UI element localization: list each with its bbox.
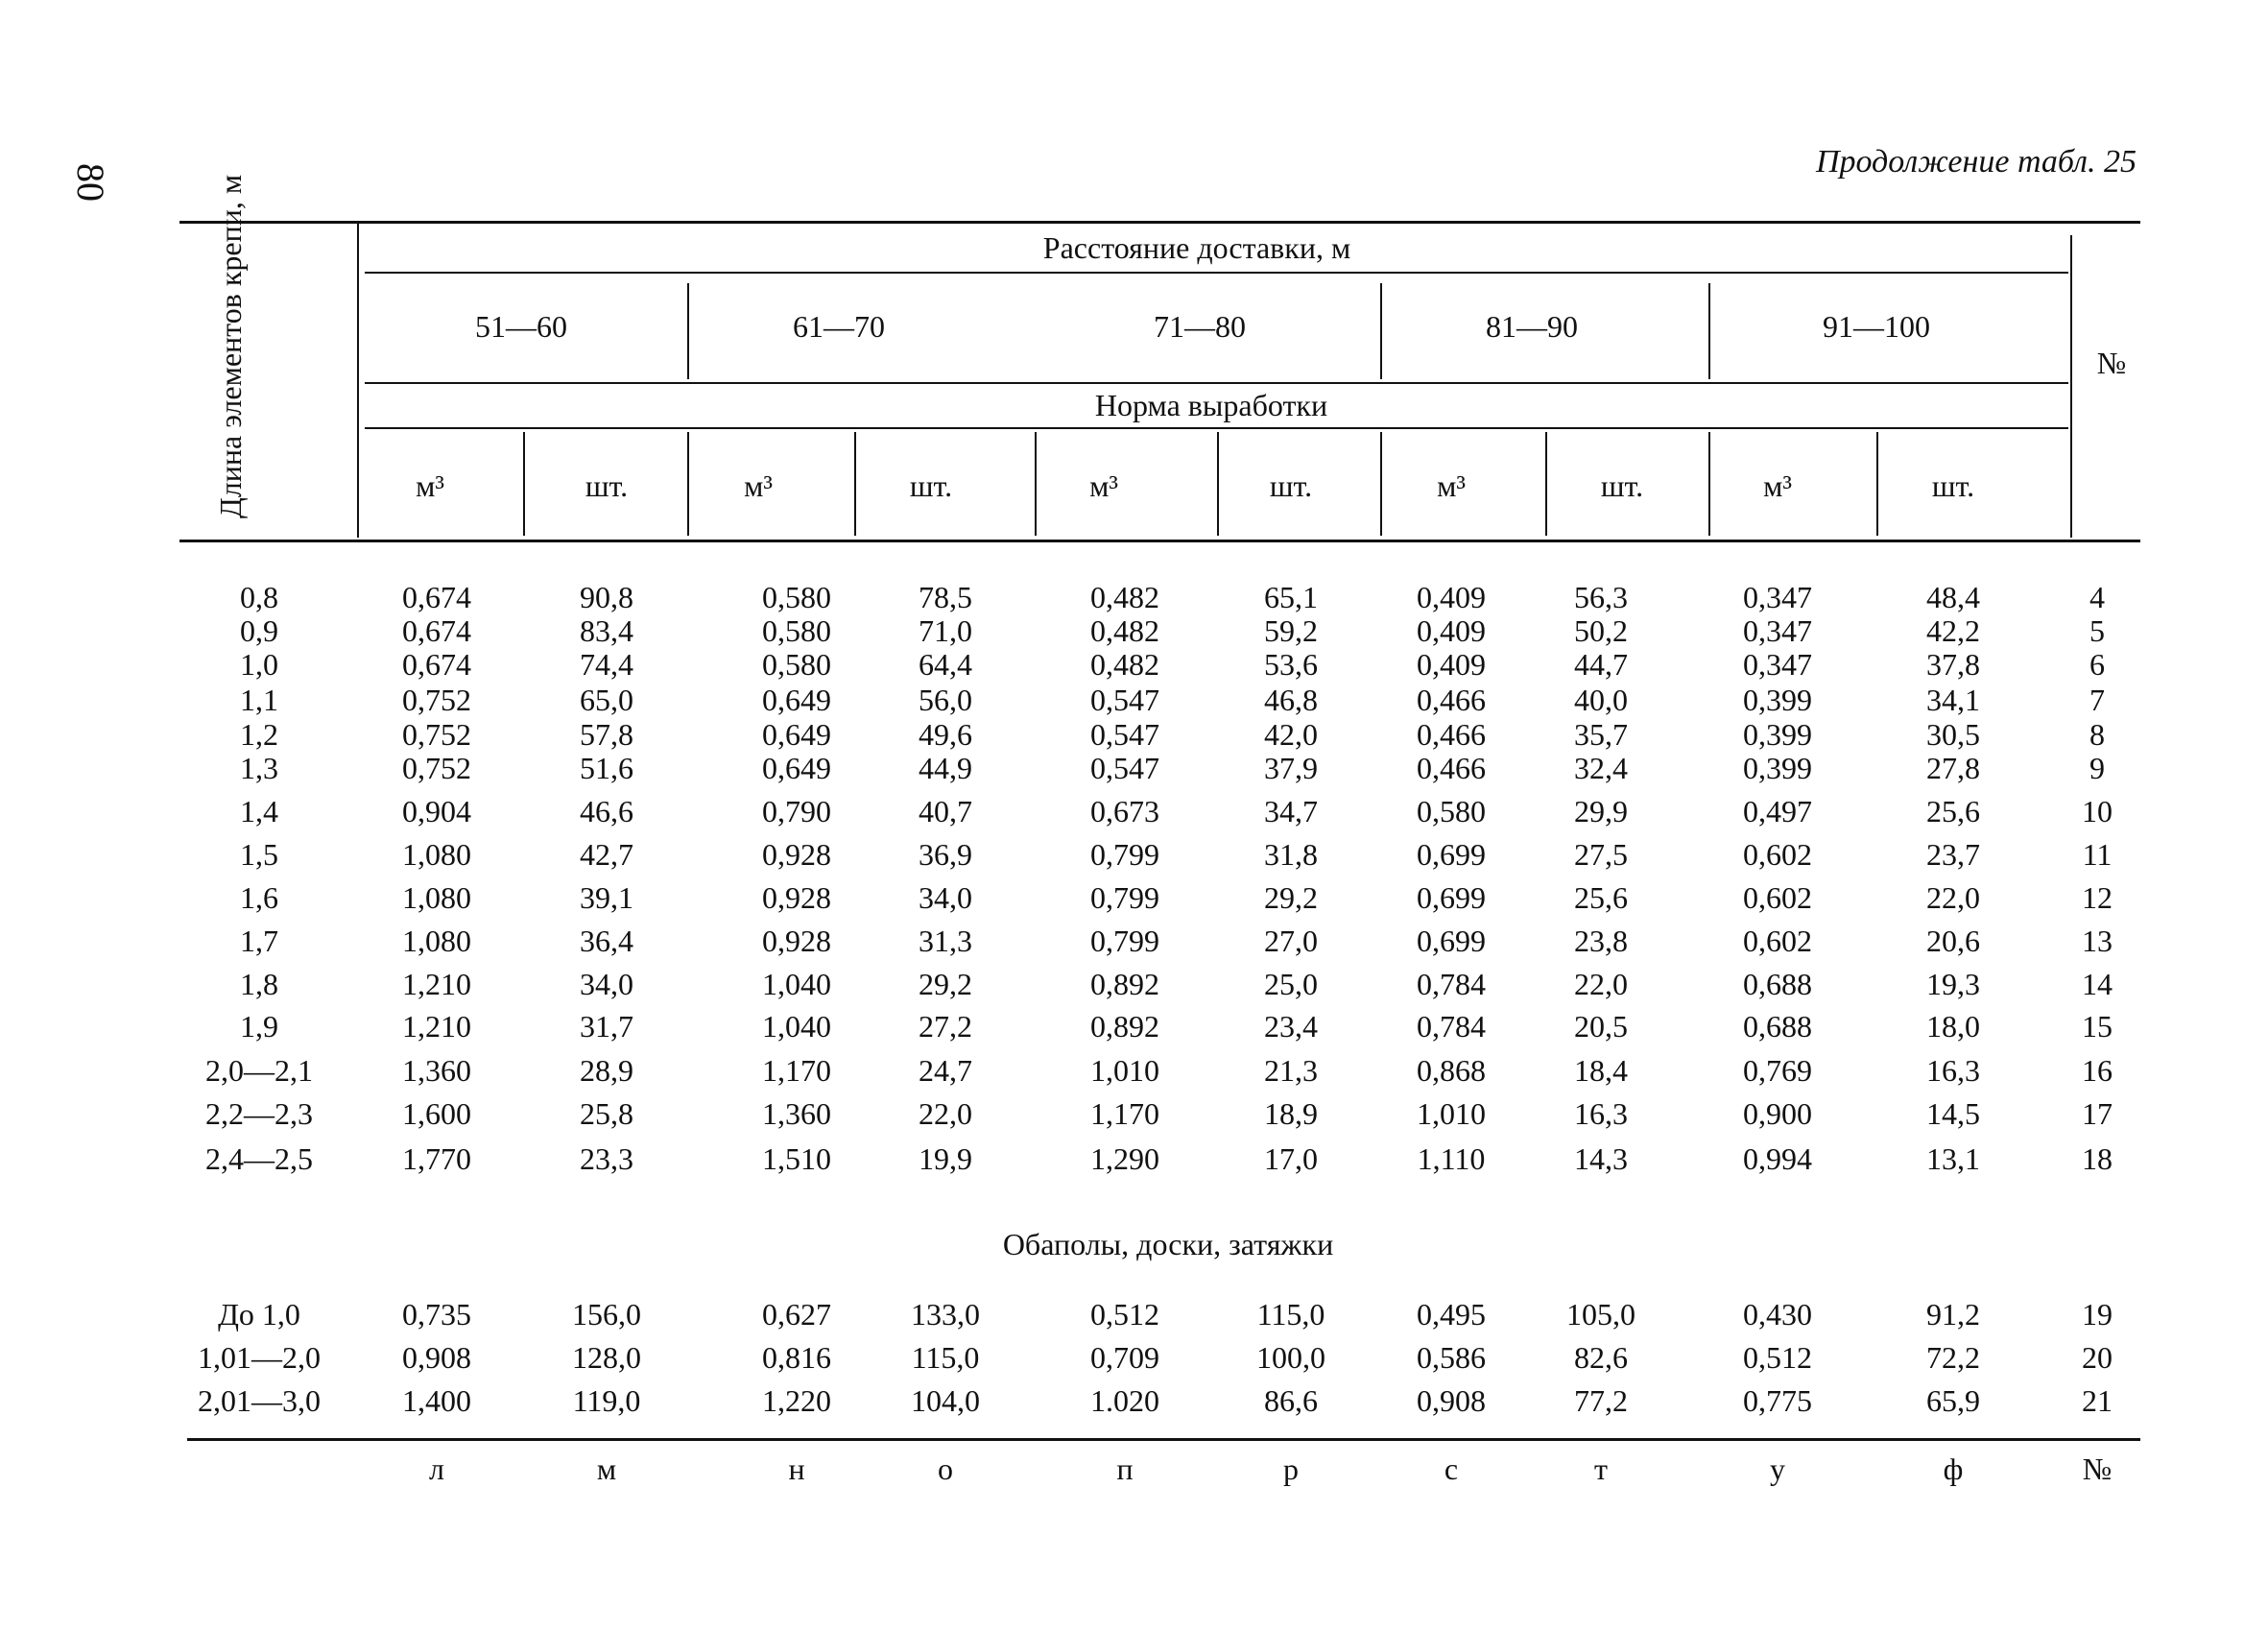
value-cell: 0,482 — [1090, 580, 1159, 614]
value-cell: 0,816 — [762, 1340, 831, 1375]
row-length-cell: 2,2—2,3 — [205, 1096, 313, 1131]
value-cell: 0,688 — [1743, 1009, 1812, 1044]
value-cell: 1,170 — [1090, 1096, 1159, 1131]
header-divider — [357, 223, 359, 538]
row-number-cell: 20 — [2082, 1340, 2113, 1375]
value-cell: 0,399 — [1743, 751, 1812, 785]
column-letter: ф — [1943, 1452, 1964, 1486]
value-cell: 0,699 — [1417, 880, 1486, 915]
value-cell: 1,290 — [1090, 1141, 1159, 1176]
value-cell: 14,3 — [1574, 1141, 1628, 1176]
value-cell: 22,0 — [1926, 880, 1980, 915]
value-cell: 18,4 — [1574, 1053, 1628, 1088]
value-cell: 37,8 — [1926, 647, 1980, 682]
value-cell: 0,699 — [1417, 924, 1486, 958]
value-cell: 0,399 — [1743, 717, 1812, 752]
unit-header: шт. — [909, 468, 953, 503]
value-cell: 16,3 — [1926, 1053, 1980, 1088]
value-cell: 0,482 — [1090, 613, 1159, 648]
value-cell: 0,674 — [402, 613, 471, 648]
value-cell: 0,994 — [1743, 1141, 1812, 1176]
value-cell: 65,1 — [1264, 580, 1318, 614]
value-cell: 82,6 — [1574, 1340, 1628, 1375]
value-cell: 23,4 — [1264, 1009, 1318, 1044]
value-cell: 22,0 — [1574, 967, 1628, 1001]
row-number-cell: 16 — [2082, 1053, 2113, 1088]
unit-divider — [523, 432, 525, 536]
value-cell: 0,775 — [1743, 1383, 1812, 1418]
unit-header: м³ — [1437, 468, 1466, 503]
value-cell: 49,6 — [919, 717, 972, 752]
value-cell: 20,5 — [1574, 1009, 1628, 1044]
value-cell: 32,4 — [1574, 751, 1628, 785]
row-number-cell: 18 — [2082, 1141, 2113, 1176]
value-cell: 0,547 — [1090, 717, 1159, 752]
value-cell: 0,580 — [762, 647, 831, 682]
row-number-cell: 9 — [2089, 751, 2105, 785]
value-cell: 0,799 — [1090, 837, 1159, 872]
value-cell: 0,673 — [1090, 794, 1159, 828]
range-divider — [1380, 283, 1382, 379]
row-number-cell: 5 — [2089, 613, 2105, 648]
value-cell: 86,6 — [1264, 1383, 1318, 1418]
norm-rule — [365, 427, 2068, 429]
row-length-cell: 2,4—2,5 — [205, 1141, 313, 1176]
value-cell: 21,3 — [1264, 1053, 1318, 1088]
ranges-rule — [365, 382, 2068, 384]
value-cell: 1,080 — [402, 837, 471, 872]
value-cell: 0,784 — [1417, 1009, 1486, 1044]
row-number-cell: 7 — [2089, 683, 2105, 717]
value-cell: 0,784 — [1417, 967, 1486, 1001]
value-cell: 0,799 — [1090, 880, 1159, 915]
value-cell: 0,347 — [1743, 580, 1812, 614]
value-cell: 40,0 — [1574, 683, 1628, 717]
row-length-cell: 1,7 — [240, 924, 278, 958]
column-letter: п — [1116, 1452, 1134, 1486]
value-cell: 0,752 — [402, 683, 471, 717]
value-cell: 36,4 — [580, 924, 633, 958]
value-cell: 0,769 — [1743, 1053, 1812, 1088]
value-cell: 0,512 — [1743, 1340, 1812, 1375]
value-cell: 0,904 — [402, 794, 471, 828]
value-cell: 0,466 — [1417, 717, 1486, 752]
value-cell: 31,8 — [1264, 837, 1318, 872]
value-cell: 0,602 — [1743, 880, 1812, 915]
row-length-cell: 0,9 — [240, 613, 278, 648]
value-cell: 0,602 — [1743, 837, 1812, 872]
value-cell: 1,510 — [762, 1141, 831, 1176]
unit-divider — [1876, 432, 1878, 536]
unit-divider — [1217, 432, 1219, 536]
value-cell: 17,0 — [1264, 1141, 1318, 1176]
column-letter: м — [596, 1452, 617, 1486]
distance-rule — [365, 272, 2068, 274]
row-number-cell: 13 — [2082, 924, 2113, 958]
row-number-cell: 15 — [2082, 1009, 2113, 1044]
value-cell: 27,0 — [1264, 924, 1318, 958]
unit-divider — [1708, 432, 1710, 536]
value-cell: 14,5 — [1926, 1096, 1980, 1131]
value-cell: 34,0 — [919, 880, 972, 915]
column-letter: л — [429, 1452, 444, 1486]
column-letter: р — [1283, 1452, 1299, 1486]
value-cell: 1,010 — [1417, 1096, 1486, 1131]
value-cell: 19,9 — [919, 1141, 972, 1176]
distance-header: Расстояние доставки, м — [1042, 230, 1351, 265]
value-cell: 22,0 — [919, 1096, 972, 1131]
value-cell: 0,908 — [402, 1340, 471, 1375]
value-cell: 0,586 — [1417, 1340, 1486, 1375]
row-length-cell: 1,2 — [240, 717, 278, 752]
value-cell: 30,5 — [1926, 717, 1980, 752]
value-cell: 115,0 — [911, 1340, 980, 1375]
row-number-cell: 8 — [2089, 717, 2105, 752]
value-cell: 1,210 — [402, 967, 471, 1001]
value-cell: 0,649 — [762, 751, 831, 785]
value-cell: 0,512 — [1090, 1297, 1159, 1332]
value-cell: 35,7 — [1574, 717, 1628, 752]
value-cell: 27,5 — [1574, 837, 1628, 872]
value-cell: 56,0 — [919, 683, 972, 717]
value-cell: 105,0 — [1566, 1297, 1635, 1332]
row-length-cell: 0,8 — [240, 580, 278, 614]
unit-divider — [1380, 432, 1382, 536]
value-cell: 13,1 — [1926, 1141, 1980, 1176]
value-cell: 0,580 — [762, 580, 831, 614]
column-letter: н — [788, 1452, 805, 1486]
row-length-cell: 1,6 — [240, 880, 278, 915]
value-cell: 0,466 — [1417, 751, 1486, 785]
range-header: 61—70 — [793, 309, 885, 344]
value-cell: 46,6 — [580, 794, 633, 828]
range-header: 71—80 — [1154, 309, 1246, 344]
row-length-cell: 1,01—2,0 — [198, 1340, 321, 1375]
unit-divider — [687, 432, 689, 536]
value-cell: 34,7 — [1264, 794, 1318, 828]
column-letter: с — [1444, 1452, 1459, 1486]
value-cell: 34,1 — [1926, 683, 1980, 717]
column-letter: № — [2082, 1452, 2113, 1486]
range-header: 91—100 — [1823, 309, 1930, 344]
value-cell: 1,210 — [402, 1009, 471, 1044]
value-cell: 1,010 — [1090, 1053, 1159, 1088]
value-cell: 29,9 — [1574, 794, 1628, 828]
unit-header: м³ — [416, 468, 444, 503]
column-letter: т — [1594, 1452, 1608, 1486]
value-cell: 44,7 — [1574, 647, 1628, 682]
header-bottom-rule — [179, 540, 2140, 542]
value-cell: 25,8 — [580, 1096, 633, 1131]
value-cell: 36,9 — [919, 837, 972, 872]
unit-divider — [854, 432, 856, 536]
value-cell: 100,0 — [1256, 1340, 1325, 1375]
value-cell: 39,1 — [580, 880, 633, 915]
value-cell: 1,770 — [402, 1141, 471, 1176]
row-length-cell: 1,5 — [240, 837, 278, 872]
value-cell: 0,868 — [1417, 1053, 1486, 1088]
unit-header: шт. — [1600, 468, 1644, 503]
unit-header: м³ — [1089, 468, 1118, 503]
value-cell: 29,2 — [1264, 880, 1318, 915]
unit-header: шт. — [585, 468, 629, 503]
row-number-cell: 12 — [2082, 880, 2113, 915]
value-cell: 46,8 — [1264, 683, 1318, 717]
column-letter: у — [1770, 1452, 1785, 1486]
value-cell: 24,7 — [919, 1053, 972, 1088]
value-cell: 77,2 — [1574, 1383, 1628, 1418]
value-cell: 0,688 — [1743, 967, 1812, 1001]
unit-divider — [1545, 432, 1547, 536]
row-length-cell: 1,3 — [240, 751, 278, 785]
value-cell: 0,482 — [1090, 647, 1159, 682]
table-top-rule — [179, 221, 2140, 224]
unit-divider — [1035, 432, 1037, 536]
value-cell: 0,892 — [1090, 967, 1159, 1001]
value-cell: 1,360 — [402, 1053, 471, 1088]
value-cell: 104,0 — [911, 1383, 980, 1418]
value-cell: 0,709 — [1090, 1340, 1159, 1375]
value-cell: 37,9 — [1264, 751, 1318, 785]
range-header: 51—60 — [475, 309, 567, 344]
value-cell: 0,497 — [1743, 794, 1812, 828]
value-cell: 34,0 — [580, 967, 633, 1001]
value-cell: 25,6 — [1574, 880, 1628, 915]
row-number-cell: 14 — [2082, 967, 2113, 1001]
value-cell: 0,908 — [1417, 1383, 1486, 1418]
unit-header: м³ — [1763, 468, 1792, 503]
value-cell: 29,2 — [919, 967, 972, 1001]
value-cell: 56,3 — [1574, 580, 1628, 614]
value-cell: 1,110 — [1417, 1141, 1486, 1176]
value-cell: 0,495 — [1417, 1297, 1486, 1332]
value-cell: 1,170 — [762, 1053, 831, 1088]
value-cell: 1,080 — [402, 924, 471, 958]
value-cell: 23,8 — [1574, 924, 1628, 958]
value-cell: 74,4 — [580, 647, 633, 682]
value-cell: 1,600 — [402, 1096, 471, 1131]
value-cell: 0,409 — [1417, 580, 1486, 614]
value-cell: 0,649 — [762, 717, 831, 752]
value-cell: 28,9 — [580, 1053, 633, 1088]
row-number-cell: 21 — [2082, 1383, 2113, 1418]
value-cell: 1,360 — [762, 1096, 831, 1131]
row-length-cell: 1,4 — [240, 794, 278, 828]
value-cell: 65,9 — [1926, 1383, 1980, 1418]
value-cell: 0,466 — [1417, 683, 1486, 717]
no-header: № — [2096, 346, 2127, 380]
value-cell: 64,4 — [919, 647, 972, 682]
table-bottom-rule — [187, 1438, 2140, 1441]
value-cell: 0,699 — [1417, 837, 1486, 872]
value-cell: 83,4 — [580, 613, 633, 648]
value-cell: 0,347 — [1743, 613, 1812, 648]
value-cell: 0,627 — [762, 1297, 831, 1332]
value-cell: 0,347 — [1743, 647, 1812, 682]
value-cell: 0,409 — [1417, 613, 1486, 648]
value-cell: 128,0 — [572, 1340, 641, 1375]
value-cell: 51,6 — [580, 751, 633, 785]
row-number-cell: 17 — [2082, 1096, 2113, 1131]
row-number-cell: 6 — [2089, 647, 2105, 682]
value-cell: 0,928 — [762, 837, 831, 872]
value-cell: 0,649 — [762, 683, 831, 717]
row-number-cell: 4 — [2089, 580, 2105, 614]
value-cell: 48,4 — [1926, 580, 1980, 614]
value-cell: 0,399 — [1743, 683, 1812, 717]
value-cell: 115,0 — [1256, 1297, 1325, 1332]
value-cell: 1,400 — [402, 1383, 471, 1418]
value-cell: 44,9 — [919, 751, 972, 785]
value-cell: 65,0 — [580, 683, 633, 717]
value-cell: 91,2 — [1926, 1297, 1980, 1332]
value-cell: 0,547 — [1090, 683, 1159, 717]
range-divider — [687, 283, 689, 379]
value-cell: 71,0 — [919, 613, 972, 648]
value-cell: 18,9 — [1264, 1096, 1318, 1131]
section-title: Обаполы, доски, затяжки — [1002, 1227, 1334, 1261]
unit-header: шт. — [1269, 468, 1313, 503]
value-cell: 19,3 — [1926, 967, 1980, 1001]
value-cell: 90,8 — [580, 580, 633, 614]
norm-header: Норма выработки — [1094, 388, 1328, 422]
unit-header: шт. — [1931, 468, 1975, 503]
row-number-cell: 19 — [2082, 1297, 2113, 1332]
value-cell: 50,2 — [1574, 613, 1628, 648]
value-cell: 31,7 — [580, 1009, 633, 1044]
value-cell: 18,0 — [1926, 1009, 1980, 1044]
value-cell: 0,580 — [762, 613, 831, 648]
row-length-cell: До 1,0 — [218, 1297, 300, 1332]
row-length-cell: 2,0—2,1 — [205, 1053, 313, 1088]
value-cell: 40,7 — [919, 794, 972, 828]
row-number-cell: 11 — [2082, 837, 2113, 872]
row-length-cell: 1,9 — [240, 1009, 278, 1044]
row-length-cell: 1,1 — [240, 683, 278, 717]
range-divider — [1708, 283, 1710, 379]
row-number-cell: 10 — [2082, 794, 2113, 828]
value-cell: 72,2 — [1926, 1340, 1980, 1375]
value-cell: 27,8 — [1926, 751, 1980, 785]
header-divider — [2070, 235, 2072, 538]
value-cell: 0,790 — [762, 794, 831, 828]
unit-header: м³ — [744, 468, 773, 503]
value-cell: 0,674 — [402, 580, 471, 614]
value-cell: 1,220 — [762, 1383, 831, 1418]
value-cell: 0,409 — [1417, 647, 1486, 682]
value-cell: 0,674 — [402, 647, 471, 682]
value-cell: 42,0 — [1264, 717, 1318, 752]
value-cell: 27,2 — [919, 1009, 972, 1044]
value-cell: 23,3 — [580, 1141, 633, 1176]
value-cell: 25,6 — [1926, 794, 1980, 828]
value-cell: 16,3 — [1574, 1096, 1628, 1131]
row-length-cell: 1,0 — [240, 647, 278, 682]
value-cell: 20,6 — [1926, 924, 1980, 958]
value-cell: 133,0 — [911, 1297, 980, 1332]
value-cell: 31,3 — [919, 924, 972, 958]
column-letter: о — [938, 1452, 953, 1486]
value-cell: 0,928 — [762, 880, 831, 915]
row-length-cell: 2,01—3,0 — [198, 1383, 321, 1418]
value-cell: 57,8 — [580, 717, 633, 752]
value-cell: 1,040 — [762, 1009, 831, 1044]
value-cell: 0,752 — [402, 751, 471, 785]
value-cell: 42,7 — [580, 837, 633, 872]
value-cell: 1,040 — [762, 967, 831, 1001]
value-cell: 1,080 — [402, 880, 471, 915]
range-header: 81—90 — [1486, 309, 1578, 344]
value-cell: 0,928 — [762, 924, 831, 958]
value-cell: 59,2 — [1264, 613, 1318, 648]
value-cell: 0,892 — [1090, 1009, 1159, 1044]
value-cell: 1.020 — [1090, 1383, 1159, 1418]
value-cell: 156,0 — [572, 1297, 641, 1332]
value-cell: 42,2 — [1926, 613, 1980, 648]
row-label-header: Длина элементов крепи, м — [213, 174, 248, 518]
value-cell: 0,430 — [1743, 1297, 1812, 1332]
value-cell: 25,0 — [1264, 967, 1318, 1001]
value-cell: 0,735 — [402, 1297, 471, 1332]
row-length-cell: 1,8 — [240, 967, 278, 1001]
value-cell: 0,799 — [1090, 924, 1159, 958]
value-cell: 0,900 — [1743, 1096, 1812, 1131]
value-cell: 78,5 — [919, 580, 972, 614]
value-cell: 119,0 — [572, 1383, 641, 1418]
value-cell: 0,602 — [1743, 924, 1812, 958]
value-cell: 0,580 — [1417, 794, 1486, 828]
value-cell: 0,752 — [402, 717, 471, 752]
value-cell: 0,547 — [1090, 751, 1159, 785]
value-cell: 23,7 — [1926, 837, 1980, 872]
page-number: 80 — [69, 163, 112, 202]
table-continuation-caption: Продолжение табл. 25 — [1815, 144, 2137, 180]
value-cell: 53,6 — [1264, 647, 1318, 682]
